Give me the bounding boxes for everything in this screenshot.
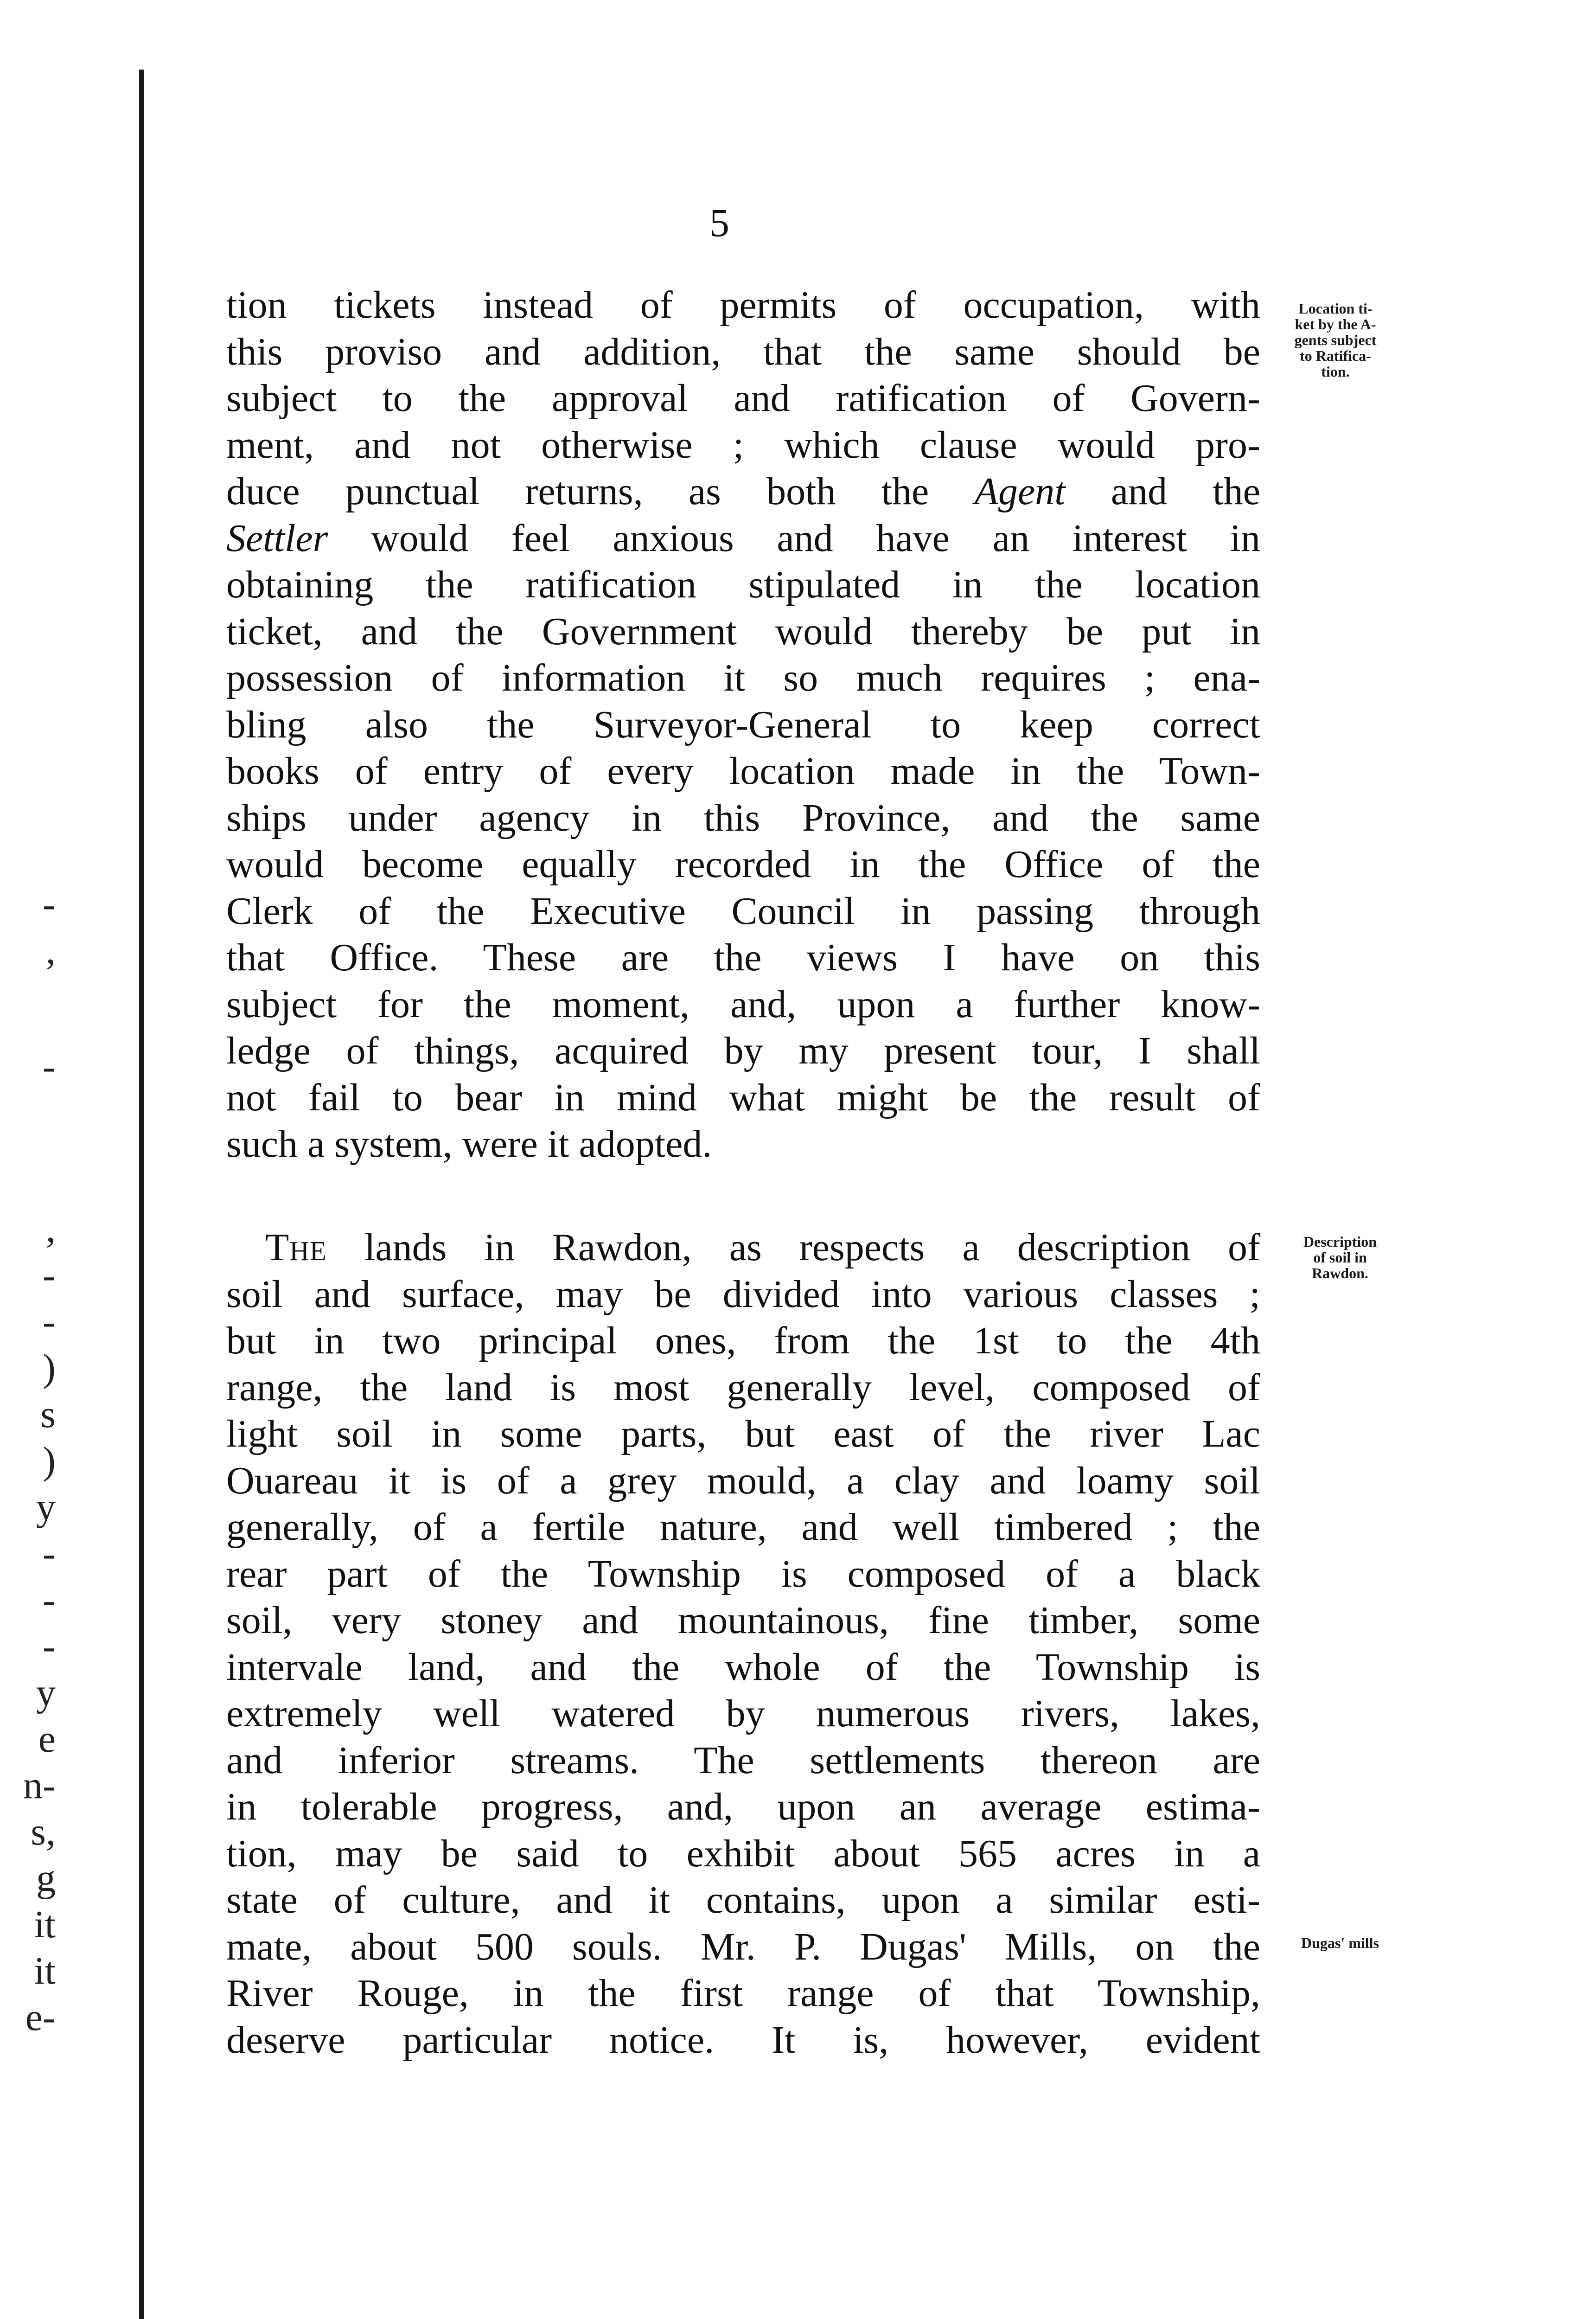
text-line: range, the land is most generally level, composed of — [226, 1365, 1260, 1409]
text-line: ships under agency in this Province, and the same — [226, 796, 1260, 839]
paragraph-lead-word: The — [265, 1226, 327, 1269]
bleed-through-mark: - — [43, 1045, 56, 1088]
margin-note-location-ticket — [1259, 301, 1412, 379]
margin-note-line: tion. — [1321, 363, 1350, 380]
bleed-through-mark: e — [38, 1717, 56, 1761]
text-line: intervale land, and the whole of the Township is — [226, 1645, 1260, 1689]
paragraph-location-tickets — [226, 282, 1260, 1168]
text-line: and inferior streams. The settlements thereon are — [226, 1738, 1260, 1782]
text-line: rear part of the Township is composed of a black — [226, 1552, 1260, 1595]
margin-note-line: of soil in — [1313, 1249, 1367, 1266]
bleed-through-mark: it — [34, 1949, 56, 1992]
bleed-through-mark: - — [43, 883, 56, 926]
text-line: generally, of a fertile nature, and well timbered ; the — [226, 1505, 1260, 1549]
bleed-through-mark: y — [36, 1486, 56, 1529]
bleed-through-mark: g — [36, 1857, 56, 1900]
text-line: soil and surface, may be divided into various classes ; — [226, 1272, 1260, 1316]
text-line: would become equally recorded in the Office of the — [226, 843, 1260, 886]
margin-note-line: Location ti- — [1298, 300, 1373, 317]
text-line: River Rouge, in the first range of that Township, — [226, 1972, 1260, 2015]
margin-note-line: Description — [1303, 1233, 1377, 1250]
bleed-through-mark: - — [43, 1300, 56, 1343]
text-line: extremely well watered by numerous rivers, lakes, — [226, 1692, 1260, 1735]
margin-note-line: gents subject — [1294, 332, 1377, 348]
text-line: books of entry of every location made in the Town- — [226, 750, 1260, 793]
text-line: state of culture, and it contains, upon a similar esti- — [226, 1878, 1260, 1922]
bleed-through-mark: y — [36, 1671, 56, 1714]
margin-note-line: to Ratifica- — [1300, 347, 1371, 364]
paragraph-lands-in-rawdon — [226, 1224, 1260, 2063]
text-line: deserve particular notice. It is, however, evident — [226, 2018, 1260, 2062]
margin-note-description-of-soil — [1268, 1234, 1412, 1281]
text-line: duce punctual returns, as both the Agent and the — [226, 470, 1261, 513]
text-line: ment, and not otherwise ; which clause would pro- — [226, 423, 1260, 467]
text-line: possession of information it so much requires ; ena- — [226, 656, 1260, 699]
text-line: ledge of things, acquired by my present tour, I shall — [226, 1029, 1260, 1072]
text-line: tion tickets instead of permits of occupation, with — [226, 283, 1260, 327]
text-line: tion, may be said to exhibit about 565 acres in a — [226, 1832, 1260, 1875]
bleed-through-mark: - — [43, 1625, 56, 1668]
bleed-through-mark: n- — [23, 1764, 56, 1807]
text-line: not fail to bear in mind what might be the result of — [226, 1076, 1260, 1119]
bleed-through-mark: s — [40, 1393, 56, 1436]
bleed-through-mark: - — [43, 1532, 56, 1575]
text-line: this proviso and addition, that the same should be — [226, 330, 1260, 373]
italic-word-settler: Settler — [226, 516, 328, 560]
bleed-through-mark: , — [46, 1207, 56, 1250]
bleed-through-mark: it — [34, 1903, 56, 1946]
page-number: 5 — [709, 200, 729, 245]
bleed-through-mark: - — [43, 1254, 56, 1297]
text-line: Clerk of the Executive Council in passing through — [226, 889, 1260, 933]
text-line: Settler would feel anxious and have an interest in — [226, 516, 1260, 560]
text-line: light soil in some parts, but east of the river Lac — [226, 1412, 1260, 1455]
text-line: subject for the moment, and, upon a further know- — [226, 982, 1260, 1026]
italic-word-agent: Agent — [974, 470, 1066, 513]
bleed-through-mark: - — [43, 1578, 56, 1621]
text-line: subject to the approval and ratification of Govern- — [226, 377, 1260, 420]
bleed-through-mark: ) — [43, 1346, 56, 1390]
bleed-through-mark: e- — [25, 1996, 56, 2039]
gutter-rule — [139, 70, 144, 2319]
margin-note-dugas-mills — [1268, 1935, 1412, 1951]
text-line: such a system, were it adopted. — [226, 1122, 712, 1166]
margin-note-line: Rawdon. — [1312, 1265, 1368, 1281]
text-line: ticket, and the Government would thereby be put in — [226, 609, 1260, 653]
text-line: soil, very stoney and mountainous, fine timber, some — [226, 1599, 1260, 1642]
text-line: Ouareau it is of a grey mould, a clay and loamy soil — [226, 1459, 1260, 1502]
margin-note-line: ket by the A- — [1295, 316, 1376, 333]
bleed-through-mark: s, — [31, 1810, 56, 1853]
bleed-through-mark: , — [46, 929, 56, 972]
margin-note-line: Dugas' mills — [1301, 1935, 1379, 1951]
text-line: in tolerable progress, and, upon an average estima- — [226, 1785, 1260, 1828]
bleed-through-mark: ) — [43, 1439, 56, 1482]
text-line: obtaining the ratification stipulated in the location — [226, 563, 1260, 606]
text-line: The lands in Rawdon, as respects a description of — [265, 1226, 1260, 1269]
text-line: bling also the Surveyor-General to keep correct — [226, 703, 1260, 746]
text-line: that Office. These are the views I have on this — [226, 936, 1260, 979]
text-line: but in two principal ones, from the 1st to the 4th — [226, 1319, 1260, 1362]
text-line: mate, about 500 souls. Mr. P. Dugas' Mills, on the — [226, 1925, 1260, 1968]
